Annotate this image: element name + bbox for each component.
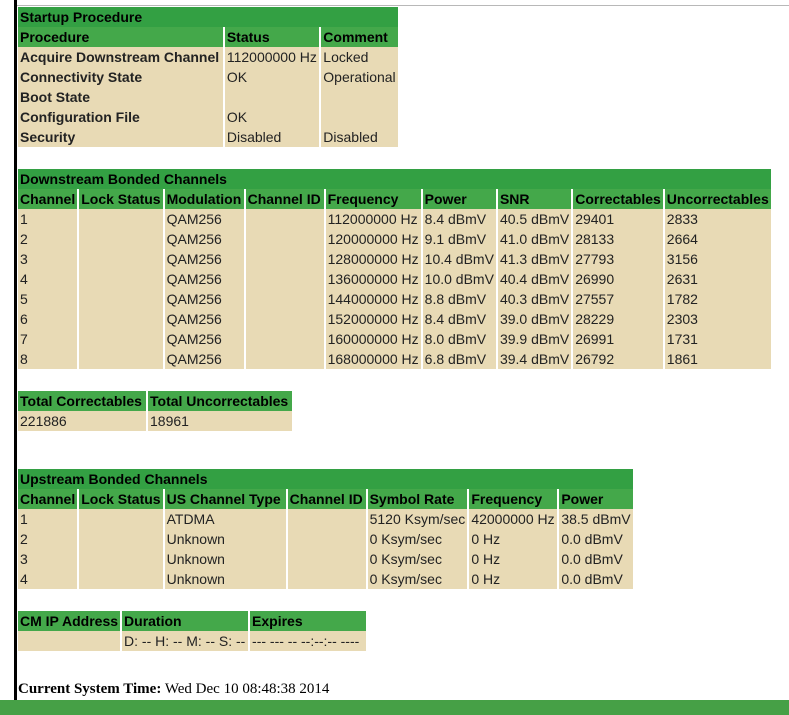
cell: 144000000 Hz (327, 291, 419, 307)
cell: 112000000 Hz (326, 209, 421, 229)
cell: 26991 (573, 329, 663, 349)
header-lock-status: Lock Status (81, 191, 161, 207)
cell: 2 (18, 229, 77, 249)
procedure-status: OK (225, 107, 319, 127)
cell: 2303 (665, 309, 771, 329)
cell: 0.0 dBmV (559, 529, 632, 549)
procedure-comment: Locked (321, 47, 398, 67)
cell: 3 (18, 249, 77, 269)
cell: 168000000 Hz (327, 351, 419, 367)
cell: 26990 (573, 269, 663, 289)
cell: 2631 (665, 269, 771, 289)
header-channel: Channel (20, 491, 76, 507)
procedure-status: OK (225, 67, 319, 87)
cell (288, 549, 366, 569)
cell: 39.4 dBmV (499, 351, 570, 367)
cell: 1731 (665, 329, 771, 349)
table-row (18, 631, 366, 651)
cell: Unknown (165, 569, 286, 589)
total-uncorrectables-value: 18961 (148, 411, 292, 431)
cell (246, 209, 324, 229)
header-cm-ip-address: CM IP Address (20, 613, 119, 629)
cell: 2664 (665, 229, 771, 249)
cell (246, 249, 324, 269)
cell (79, 229, 162, 249)
cell: 10.4 dBmV (424, 251, 494, 267)
header-symbol-rate: Symbol Rate (368, 489, 468, 509)
table-row (18, 67, 398, 87)
cell: 8.8 dBmV (423, 289, 496, 309)
procedure-name: Boot State (18, 87, 223, 107)
header-channel-id: Channel ID (246, 189, 324, 209)
cell (246, 229, 324, 249)
table-row (18, 107, 398, 127)
cell: 1861 (665, 349, 771, 369)
header-modulation: Modulation (165, 189, 244, 209)
cell (79, 549, 162, 569)
expires-value: --- --- -- --:--:-- ---- (250, 631, 366, 651)
cell (79, 509, 162, 529)
header-frequency: Frequency (326, 189, 421, 209)
cell: Unknown (165, 529, 286, 549)
cell: 4 (18, 569, 77, 589)
current-system-time (18, 681, 329, 698)
cell: QAM256 (165, 209, 244, 229)
cell: 41.0 dBmV (499, 231, 570, 247)
header-power: Power (559, 489, 632, 509)
startup-procedure-table (16, 7, 400, 147)
procedure-comment: Disabled (321, 127, 398, 147)
cell: 40.3 dBmV (499, 291, 570, 307)
cell: 10.0 dBmV (424, 271, 494, 287)
procedure-name: Connectivity State (18, 67, 223, 87)
header-total-uncorrectables: Total Uncorrectables (148, 391, 292, 411)
header-power: Power (423, 189, 496, 209)
cell (79, 289, 162, 309)
cell (79, 329, 162, 349)
total-correctables-value: 221886 (18, 411, 146, 431)
cell (79, 249, 162, 269)
cell: 0 Ksym/sec (368, 529, 468, 549)
cell (79, 209, 162, 229)
cell (288, 569, 366, 589)
procedure-status: 112000000 Hz (225, 47, 319, 67)
cell: Unknown (165, 549, 286, 569)
header-lock-status: Lock Status (81, 491, 161, 507)
cell (246, 309, 324, 329)
cell (246, 269, 324, 289)
cell: 0 Hz (469, 549, 557, 569)
downstream-channels-table (16, 169, 773, 369)
cell: 39.0 dBmV (499, 311, 570, 327)
cell: 2 (18, 529, 77, 549)
cell: 0.0 dBmV (559, 549, 632, 569)
cell: 28229 (573, 309, 663, 329)
table-row (18, 411, 292, 431)
system-time-value: Wed Dec 10 08:48:38 2014 (164, 681, 330, 697)
cell: ATDMA (165, 509, 286, 529)
cell: 3 (18, 549, 77, 569)
cell: 0 Hz (469, 529, 557, 549)
cell: 3156 (665, 249, 771, 269)
header-uncorrectables: Uncorrectables (666, 191, 769, 207)
cm-ip-address-value (18, 631, 120, 651)
cell: 9.1 dBmV (423, 229, 496, 249)
cell: 40.4 dBmV (499, 271, 570, 287)
header-total-correctables: Total Correctables (18, 391, 146, 411)
table-row (18, 529, 633, 549)
header-us-channel-type: US Channel Type (165, 489, 286, 509)
cell: QAM256 (165, 289, 244, 309)
header-channel-id: Channel ID (288, 489, 366, 509)
cell (246, 329, 324, 349)
cell: 27793 (573, 249, 663, 269)
header-snr: SNR (498, 189, 571, 209)
table-row (18, 87, 398, 107)
cell: 27557 (573, 289, 663, 309)
header-expires: Expires (250, 611, 366, 631)
table-row (18, 209, 771, 229)
cell (79, 269, 162, 289)
table-row (18, 569, 633, 589)
top-divider (16, 0, 789, 6)
footer-bar (0, 700, 789, 715)
cell: 5120 Ksym/sec (369, 511, 466, 527)
header-channel: Channel (20, 191, 76, 207)
cell: 0 Ksym/sec (368, 549, 468, 569)
cell: 29401 (573, 209, 663, 229)
table-row (18, 249, 771, 269)
cell: 4 (18, 269, 77, 289)
downstream-title: Downstream Bonded Channels (18, 169, 771, 189)
procedure-comment (321, 87, 398, 107)
startup-procedure-title: Startup Procedure (18, 7, 398, 27)
cell (246, 349, 324, 369)
cell: 7 (18, 329, 77, 349)
upstream-channels-table (16, 469, 635, 589)
cell: 2833 (665, 209, 771, 229)
cell: 5 (18, 289, 77, 309)
procedure-status: Disabled (225, 127, 319, 147)
cell (79, 309, 162, 329)
status-content (18, 7, 773, 651)
cell: QAM256 (165, 329, 244, 349)
cell (288, 509, 366, 529)
cell (288, 529, 366, 549)
table-row (18, 329, 771, 349)
duration-value: D: -- H: -- M: -- S: -- (122, 631, 248, 651)
cell: 38.5 dBmV (561, 511, 631, 527)
table-row (18, 549, 633, 569)
cell: QAM256 (165, 269, 244, 289)
cell (79, 529, 162, 549)
header-duration: Duration (122, 611, 248, 631)
table-row (18, 509, 633, 529)
cell: QAM256 (165, 229, 244, 249)
cell: 6.8 dBmV (423, 349, 496, 369)
cell: QAM256 (165, 309, 244, 329)
table-row (18, 289, 771, 309)
table-row (18, 349, 771, 369)
cell: 6 (18, 309, 77, 329)
cell: 8.4 dBmV (423, 309, 496, 329)
cell: 26792 (573, 349, 663, 369)
cell: 152000000 Hz (327, 311, 419, 327)
cell: QAM256 (165, 349, 244, 369)
cell: 8.4 dBmV (423, 209, 496, 229)
table-row (18, 127, 398, 147)
cell: 0 Ksym/sec (368, 569, 468, 589)
cell: 39.9 dBmV (499, 331, 570, 347)
header-correctables: Correctables (575, 191, 661, 207)
cell (246, 289, 324, 309)
cell: 0.0 dBmV (559, 569, 632, 589)
upstream-title: Upstream Bonded Channels (18, 469, 633, 489)
cell: 1782 (665, 289, 771, 309)
cell: 42000000 Hz (469, 509, 557, 529)
header-frequency: Frequency (469, 489, 557, 509)
cell: 160000000 Hz (327, 331, 419, 347)
procedure-status (225, 87, 319, 107)
cell: 120000000 Hz (327, 231, 419, 247)
table-row (18, 269, 771, 289)
cm-ip-table (16, 611, 368, 651)
cell: 136000000 Hz (327, 271, 419, 287)
cell: 128000000 Hz (327, 251, 419, 267)
cell (79, 569, 162, 589)
cell: 41.3 dBmV (499, 251, 570, 267)
header-comment: Comment (321, 27, 398, 47)
cell: 8 (18, 349, 77, 369)
header-status: Status (225, 27, 319, 47)
system-time-label: Current System Time: (18, 681, 162, 697)
table-row (18, 229, 771, 249)
procedure-name: Acquire Downstream Channel (18, 47, 223, 67)
cell: 28133 (573, 229, 663, 249)
table-row (18, 47, 398, 67)
procedure-comment: Operational (321, 67, 398, 87)
procedure-name: Security (18, 127, 223, 147)
cell: 1 (18, 209, 77, 229)
header-procedure: Procedure (18, 27, 223, 47)
cell: QAM256 (165, 249, 244, 269)
cell: 0 Hz (469, 569, 557, 589)
procedure-comment (321, 107, 398, 127)
table-row (18, 309, 771, 329)
cell: 8.0 dBmV (423, 329, 496, 349)
cell: 40.5 dBmV (499, 211, 570, 227)
cell: 1 (18, 509, 77, 529)
cell (79, 349, 162, 369)
totals-table (16, 391, 294, 431)
procedure-name: Configuration File (18, 107, 223, 127)
